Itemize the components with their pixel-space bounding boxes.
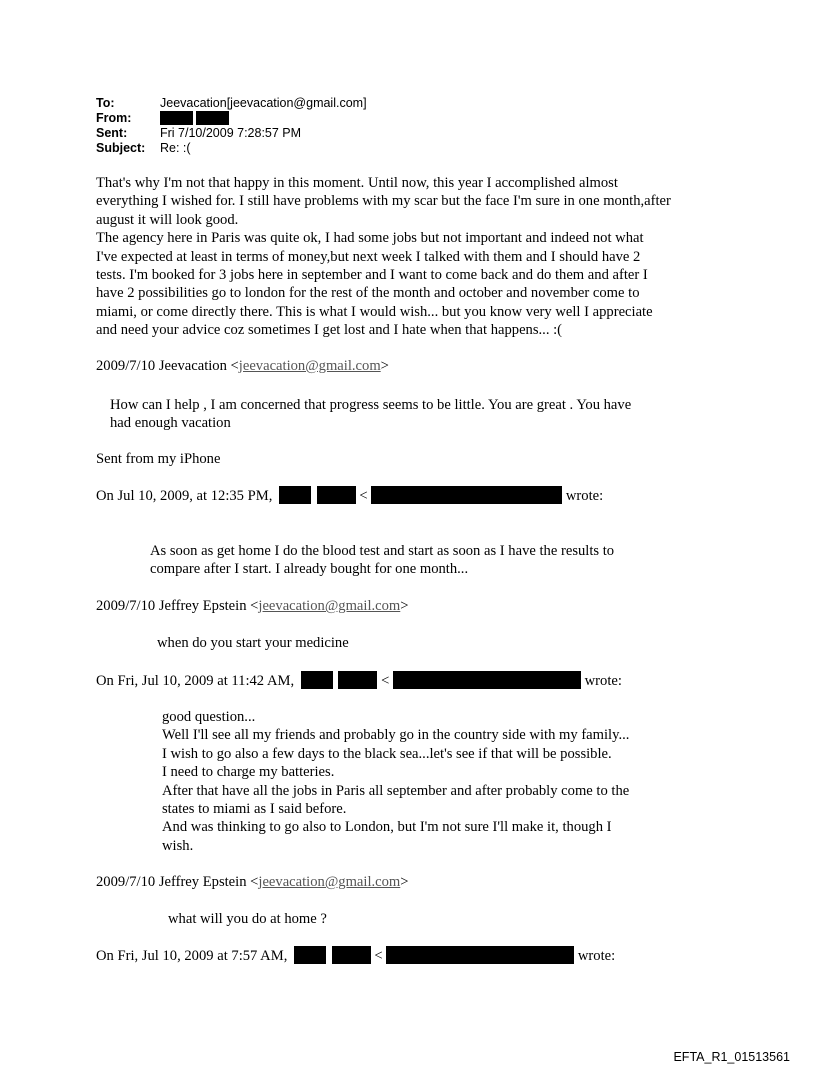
redaction-box: [393, 671, 581, 689]
wrote-line: [96, 671, 622, 690]
quote-header: [96, 873, 409, 891]
quoted-line: After that have all the jobs in Paris all september and after probably come to the: [162, 782, 630, 799]
subject-label: Subject:: [96, 141, 146, 155]
email-header: [96, 96, 367, 156]
body-line: tests. I'm booked for 3 jobs here in september and I want to come back and do them and after I: [96, 267, 648, 284]
sent-value: Fri 7/10/2009 7:28:57 PM: [160, 126, 302, 140]
wrote-line: [96, 946, 615, 965]
sent-label: Sent:: [96, 126, 128, 140]
wrote-line: [96, 486, 603, 505]
email-link[interactable]: jeevacation@gmail.com: [258, 598, 401, 614]
redaction-box: [301, 671, 333, 689]
subject-row: [96, 141, 367, 156]
quote-header: [96, 357, 389, 375]
quoted-line: And was thinking to go also to London, but I'm not sure I'll make it, though I: [162, 819, 612, 836]
quoted-line: wish.: [162, 837, 194, 854]
quoted-line: As soon as get home I do the blood test and start as soon as I have the results to: [150, 543, 615, 559]
wrote-lt: <: [359, 488, 368, 504]
wrote-lt: <: [374, 948, 383, 964]
wrote-prefix: On Fri, Jul 10, 2009 at 7:57 AM,: [96, 948, 288, 964]
to-label: To:: [96, 96, 115, 110]
quoted-line: compare after I start. I already bought for one month...: [150, 561, 469, 578]
body-line: The agency here in Paris was quite ok, I had some jobs but not important and indeed not what: [96, 230, 644, 247]
wrote-suffix: wrote:: [577, 948, 616, 964]
from-row: [96, 111, 367, 126]
sent-row: [96, 126, 367, 141]
wrote-suffix: wrote:: [565, 488, 604, 504]
quoted-line: I need to charge my batteries.: [162, 764, 335, 781]
quote-header-suffix: >: [400, 598, 409, 614]
quoted-line: I wish to go also a few days to the black sea...let's see if that will be possible.: [162, 745, 612, 762]
quote-header: [96, 597, 409, 615]
quote-header-prefix: 2009/7/10 Jeffrey Epstein <: [96, 874, 259, 890]
redaction-box: [160, 111, 193, 125]
body-line: august it will look good.: [96, 211, 239, 228]
redaction-box: [338, 671, 377, 689]
redaction-box: [371, 486, 562, 504]
from-label: From:: [96, 111, 132, 125]
quote-header-prefix: 2009/7/10 Jeevacation <: [96, 358, 239, 374]
subject-value: Re: :(: [160, 141, 191, 155]
redaction-box: [294, 946, 326, 964]
email-link[interactable]: jeevacation@gmail.com: [258, 874, 401, 890]
body-line: miami, or come directly there. This is what I would wish... but you know very well I appreciate: [96, 303, 653, 320]
quote-header-suffix: >: [400, 874, 409, 890]
redaction-box: [386, 946, 574, 964]
redaction-box: [332, 946, 371, 964]
body-line: everything I wished for. I still have problems with my scar but the face I'm sure in one month,after: [96, 193, 671, 210]
wrote-lt: <: [381, 673, 390, 689]
wrote-suffix: wrote:: [584, 673, 622, 689]
quoted-line: good question...: [162, 709, 256, 725]
body-line: have 2 possibilities go to london for the rest of the month and october and november come to: [96, 285, 640, 302]
body-line: I've expected at least in terms of money,but next week I talked with them and I should have 2: [96, 248, 641, 265]
quoted-message: [162, 708, 629, 855]
quoted-line: states to miami as I said before.: [162, 801, 347, 818]
redaction-box: [279, 486, 311, 504]
to-row: [96, 96, 367, 111]
quoted-line: How can I help , I am concerned that progress seems to be little. You are great . You have: [110, 397, 632, 413]
to-value: Jeevacation[jeevacation@gmail.com]: [160, 96, 367, 110]
email-link[interactable]: jeevacation@gmail.com: [238, 358, 381, 374]
quoted-line: Well I'll see all my friends and probably go in the country side with my family...: [162, 727, 630, 744]
bates-number: EFTA_R1_01513561: [673, 1050, 790, 1064]
quoted-message: [150, 542, 614, 579]
quoted-message: [110, 396, 631, 433]
wrote-prefix: On Fri, Jul 10, 2009 at 11:42 AM,: [96, 673, 295, 689]
quote-header-suffix: >: [380, 358, 389, 374]
quoted-line: had enough vacation: [110, 415, 231, 432]
wrote-prefix: On Jul 10, 2009, at 12:35 PM,: [96, 488, 273, 504]
body-line: That's why I'm not that happy in this moment. Until now, this year I accomplished almost: [96, 175, 618, 191]
redaction-box: [196, 111, 229, 125]
quoted-line: what will you do at home ?: [168, 911, 327, 927]
redaction-box: [317, 486, 356, 504]
quoted-line: when do you start your medicine: [157, 635, 349, 651]
quote-header-prefix: 2009/7/10 Jeffrey Epstein <: [96, 598, 259, 614]
body-line: and need your advice coz sometimes I get lost and I hate when that happens... :(: [96, 322, 563, 339]
message-body: [96, 174, 671, 340]
sent-from-line: Sent from my iPhone: [96, 451, 221, 467]
